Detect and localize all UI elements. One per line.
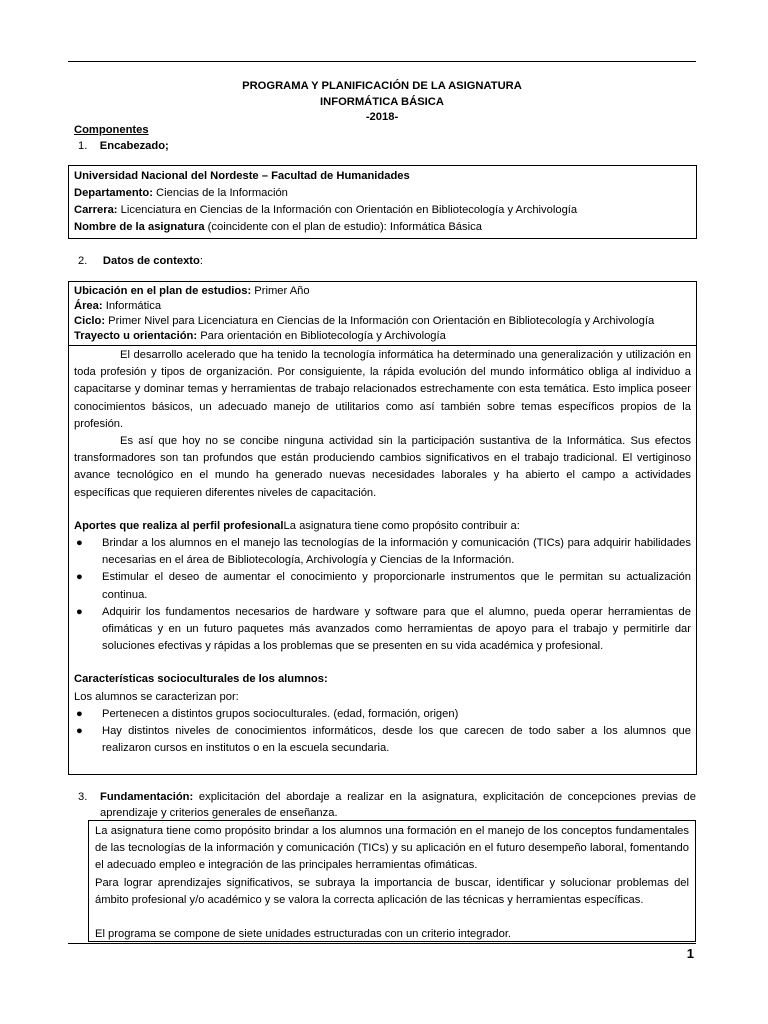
section1-label: Encabezado;: [99, 140, 169, 152]
section3-heading: [78, 789, 696, 821]
section2-label: Datos de contexto: [102, 255, 200, 267]
section2-number: 2.: [78, 255, 88, 267]
ciclo-line: Ciclo: Primer Nivel para Licenciatura en Ciencias de la Información con Orientación en Bibliotecología y Archivología: [74, 315, 655, 327]
department-line: Departamento: Ciencias de la Información: [74, 187, 288, 199]
socio-intro: Los alumnos se caracterizan por:: [74, 690, 239, 703]
career-line: Carrera: Licenciatura en Ciencias de la Información con Orientación en Bibliotecología y Archivología: [74, 204, 578, 216]
aportes-item: ● Adquirir los fundamentos necesarios de hardware y software para que el alumno, pueda operar herramientas de ofimáticas y en un futuro paquetes más avanzados como herramientas de apoyo para el trabajo y permitirle dar soluciones efectivas y rápidas a los problemas que se presenten en su vida académica y profesional.: [76, 605, 691, 653]
description-paragraph-1: El desarrollo acelerado que ha tenido la tecnología informática ha determinado una generalización y utilización en toda profesión y tipos de organización. Por consiguiente, la rápida evolución del mundo informático obliga al individuo a capacitarse y dominar temas y herramientas de trabajo relacionados estrechamente con esta temática. Esto implica poseer conocimientos básicos, un adecuado manejo de utilitarios como así también sobre temas específicos propios de la profesión.: [74, 349, 691, 430]
section3-label: Fundamentación:: [100, 791, 194, 803]
section3-text: explicitación del abordaje a realizar en la asignatura, explicitación de concepciones previas de aprendizaje y criterios generales de enseñanza.: [100, 791, 696, 819]
section1-heading: [78, 138, 169, 154]
top-rule: [68, 61, 696, 62]
components-heading: Componentes: [74, 124, 149, 136]
doc-year: -2018-: [365, 111, 399, 123]
fundamentacion-paragraph-2: Para lograr aprendizajes significativos, se subraya la importancia de buscar, identificar y solucionar problemas del ámbito profesional y/o académico y se valora la correcta aplicación de las técnicas y herramientas específicas.: [95, 876, 689, 906]
ubicacion-line: Ubicación en el plan de estudios: Primer Año: [74, 285, 310, 297]
subject-line: Nombre de la asignatura (coincidente con el plan de estudio): Informática Básica: [74, 221, 482, 233]
page-number: 1: [686, 946, 694, 961]
section1-number: 1.: [78, 140, 88, 152]
context-box: [68, 281, 697, 346]
section2-heading: 2. Datos de contexto:: [78, 255, 203, 267]
socio-item: ● Pertenecen a distintos grupos socioculturales. (edad, formación, origen): [76, 707, 459, 720]
fundamentacion-box: [88, 820, 696, 942]
aportes-item: ● Estimular el deseo de aumentar el conocimiento y proporcionarle instrumentos que le permitan su actualización continua.: [76, 571, 691, 601]
header-info-box: [68, 165, 697, 239]
doc-subtitle: INFORMÁTICA BÁSICA: [320, 96, 444, 108]
fundamentacion-paragraph-3: El programa se compone de siete unidades estructuradas con un criterio integrador.: [95, 928, 512, 941]
description-paragraph-2: Es así que hoy no se concibe ninguna actividad sin la participación sustantiva de la Informática. Sus efectos transformadores son tan profundos que están produciendo cambios significativos en el trabajo tradicional. El vertiginoso avance tecnológico en el mundo ha generado nuevas necesidades laborales y ha abierto el campo a actividades específicas que requieren diferentes niveles de capacitación.: [74, 435, 691, 499]
footer-rule: [68, 943, 696, 944]
socio-item: ● Hay distintos niveles de conocimientos informáticos, desde los que carecen de todo saber a los alumnos que realizaron cursos en institutos o en la escuela secundaria.: [76, 725, 691, 755]
socio-heading: Características socioculturales de los alumnos:: [74, 673, 328, 686]
trayecto-line: Trayecto u orientación: Para orientación en Bibliotecología y Archivología: [74, 330, 446, 342]
aportes-item: ● Brindar a los alumnos en el manejo las tecnologías de la información y comunicación (TICs) para adquirir habilidades necesarias en el área de Bibliotecología, Archivología y Ciencias de la Información.: [76, 537, 691, 567]
section3-number: 3.: [78, 791, 88, 803]
area-line: Área: Informática: [74, 300, 162, 312]
aportes-line: Aportes que realiza al perfil profesionalLa asignatura tiene como propósito contribuir a:: [74, 519, 520, 532]
university-line: Universidad Nacional del Nordeste – Facultad de Humanidades: [74, 170, 410, 182]
description-box: [68, 345, 697, 775]
doc-title: PROGRAMA Y PLANIFICACIÓN DE LA ASIGNATURA: [242, 80, 522, 92]
fundamentacion-paragraph-1: La asignatura tiene como propósito brindar a los alumnos una formación en el manejo de los conceptos fundamentales de las tecnologías de la información y comunicación (TICs) y su aplicación en el futuro desempeño laboral, fomentando el adecuado empleo e integración de las principales herramientas ofimáticas.: [95, 825, 689, 872]
